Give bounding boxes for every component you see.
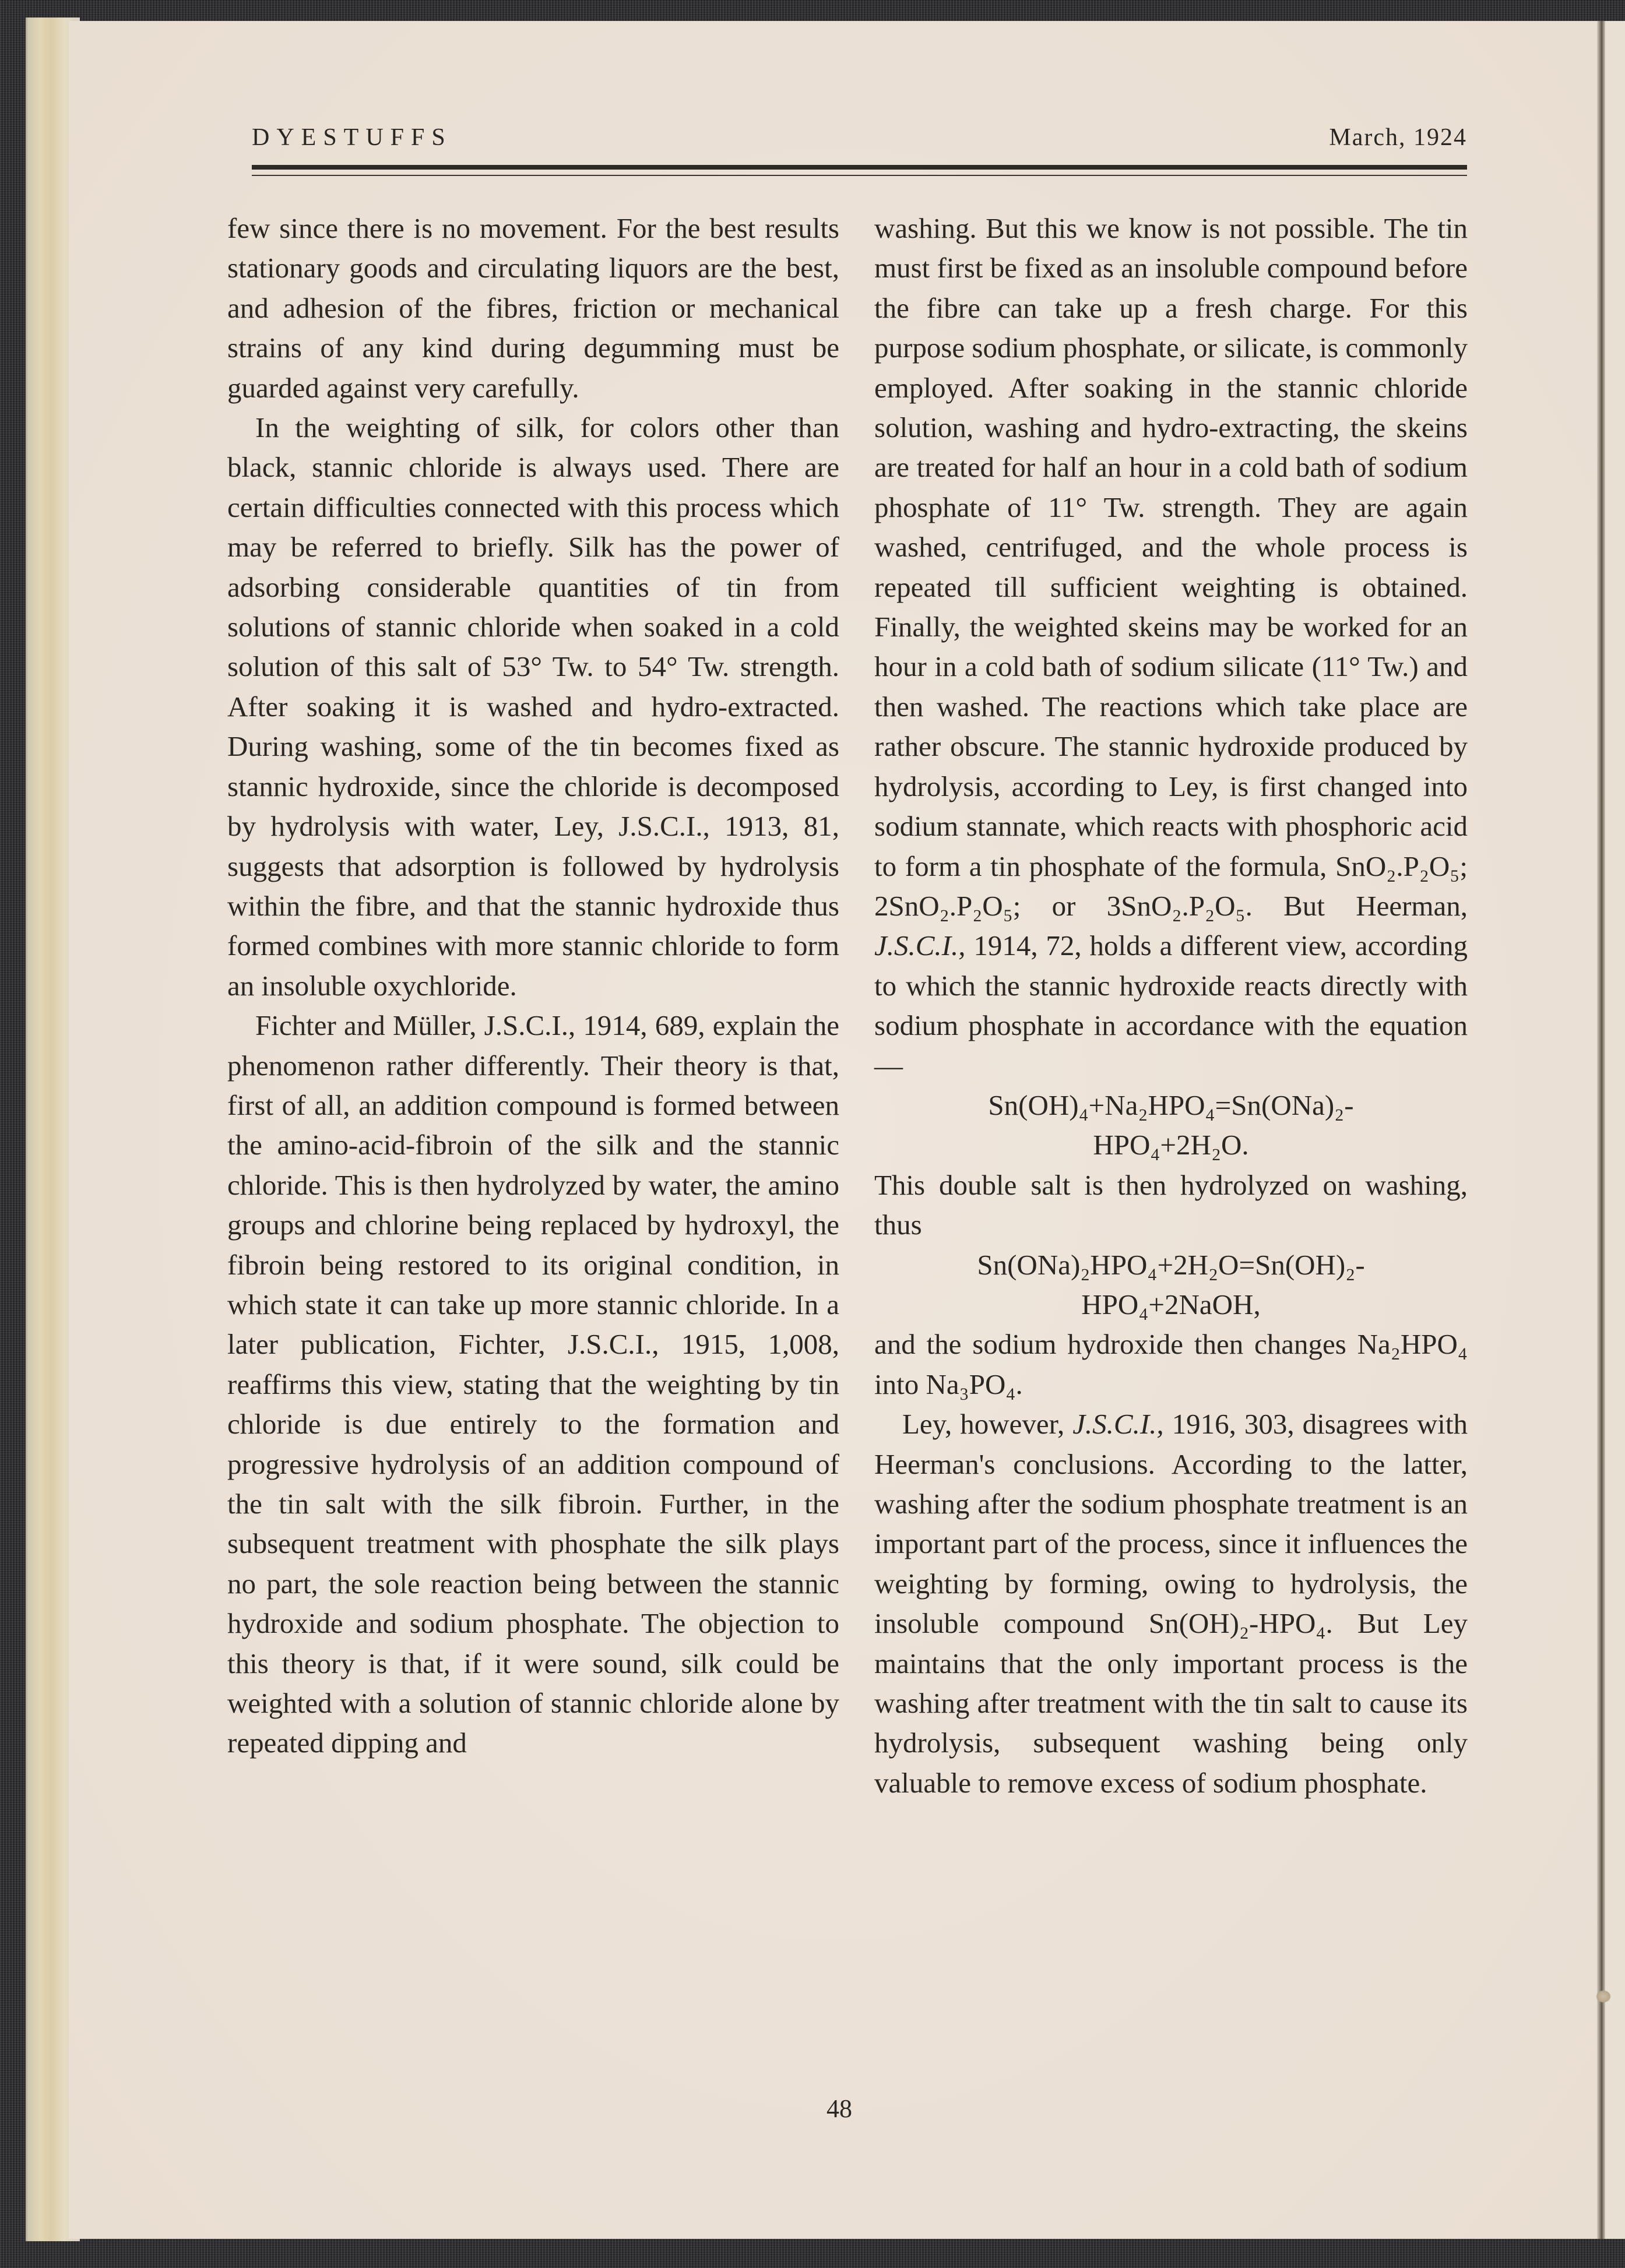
paragraph: few since there is no movement. For the best results stationary goods and circulating liquors are the best, and adhesion of the fibres, friction or mechanical strains of any kind during degumming must be guarded against very carefully. xyxy=(227,212,839,404)
text-run: washing. But this we know is not possible. The tin must first be fixed as an insoluble compound before the fibre can take up a fresh charge. For this purpose sodium phosphate, or silicate, is commonly employed. After soaking in the stannic chloride solution, washing and hydro-extracting, the skeins are treated for half an hour in a cold bath of sodium phosphate of 11° Tw. strength. They are again washed, centrifuged, and the whole process is repeated till sufficient weighting is obtained. Finally, the weighted skeins may be worked for an hour in a cold bath of sodium silicate (11° Tw.) and then washed. The reactions which take place are rather obscure. The stannic hydroxide produced by hydrolysis, according to Ley, is first changed into sodium stannate, which reacts with phosphoric acid to form a tin phosphate of the formula, xyxy=(874,212,1468,882)
paragraph: Fichter and Müller, J.S.C.I., 1914, 689, explain the phenomenon rather differently. Their theory is that, first of all, an addition compound is formed between the amino-acid-fibroin of the silk and the stannic chloride. This is then hydrolyzed by water, the amino groups and chlorine being replaced by hydroxyl, the fibroin being restored to its original condition, in which state it can take up more stannic chloride. In a later publication, Fichter, J.S.C.I., 1915, 1,008, reaffirms this view, stating that the weighting by tin chloride is due entirely to the formation and progressive hydrolysis of an addition compound of the tin salt with the silk fibroin. Further, in the subsequent treatment with phosphate the silk plays no part, the sole reaction being between the stannic hydroxide and sodium phosphate. The objection to this theory is that, if it were sound, silk could be weighted with a solution of stannic chloride alone by repeated dipping and xyxy=(227,1009,839,1759)
text-run: . But Ley maintains that the only important process is the washing after treatment with the tin salt to cause its hydrolysis, subsequent washing being only valuable to remove excess of sodium phosphate. xyxy=(874,1607,1468,1799)
chemical-formula: Na₂HPO₄ xyxy=(1357,1328,1468,1361)
journal-title: DYESTUFFS xyxy=(252,124,452,151)
text-run: 1916, 303, disagrees with Heerman's conclusions. According to the latter, washing after the sodium phosphate treatment is an important part of the process, since it influences the weighting by forming, owing to hydrolysis, the insoluble compound xyxy=(874,1408,1468,1640)
text-run: . xyxy=(1015,1368,1023,1400)
text-run: Ley, however, xyxy=(902,1408,1073,1441)
paragraph xyxy=(874,1404,1468,1803)
text-run: ; or xyxy=(1012,889,1107,922)
citation: J.S.C.I., xyxy=(874,929,966,962)
text-run: into xyxy=(874,1368,926,1400)
chemical-formula: 3SnO₂.P₂O₅ xyxy=(1106,889,1246,922)
paragraph: In the weighting of silk, for colors other than black, stannic chloride is always used. There are certain difficulties connected with this process which may be referred to briefly. Silk has the power of adsorbing considerable quantities of tin from solutions of stannic chloride when soaked in a cold solution of this salt of 53° Tw. to 54° Tw. strength. After soaking it is washed and hydro-extracted. During washing, some of the tin becomes fixed as stannic hydroxide, since the chloride is decomposed by hydrolysis with water, Ley, J.S.C.I., 1913, 81, suggests that adsorption is followed by hydrolysis within the fibre, and that the stannic hydroxide thus formed combines with more stannic chloride to form an insoluble oxychloride. xyxy=(227,411,839,1002)
equation-line: HPO₄+2NaOH, xyxy=(1081,1288,1261,1320)
text-run: ; xyxy=(1459,850,1468,882)
text-run: and the sodium hydroxide then changes xyxy=(874,1328,1357,1361)
page-number: 48 xyxy=(826,2094,852,2123)
running-head xyxy=(252,124,1467,159)
paragraph: This double salt is then hydrolyzed on washing, thus xyxy=(874,1168,1468,1241)
chemical-formula: 2SnO₂.P₂O₅ xyxy=(874,889,1013,922)
equation-line: HPO₄+2H₂O. xyxy=(1093,1129,1249,1161)
equation-line: Sn(OH)₄+Na₂HPO₄=Sn(ONa)₂- xyxy=(988,1089,1354,1121)
text-run: 1914, 72, holds a different view, according to which the stannic hydroxide reacts directly with sodium phosphate in accordance with the equation— xyxy=(874,929,1468,1082)
issue-date: March, 1924 xyxy=(1329,124,1467,151)
left-column xyxy=(227,209,839,1763)
chemical-formula: Na₃PO₄ xyxy=(926,1368,1016,1400)
text-run: . But Heerman, xyxy=(1245,889,1468,922)
equation-line: Sn(ONa)₂HPO₄+2H₂O=Sn(OH)₂- xyxy=(977,1248,1365,1281)
header-rule-thick xyxy=(252,165,1467,170)
chemical-formula: SnO₂.P₂O₅ xyxy=(1335,850,1460,882)
binding-gutter xyxy=(1597,21,1605,2239)
paragraph xyxy=(874,209,1468,1086)
header-rule-thin xyxy=(252,175,1467,176)
citation: J.S.C.I., xyxy=(1072,1408,1164,1441)
paragraph xyxy=(874,1325,1468,1404)
chemical-formula: Sn(OH)₂-HPO₄ xyxy=(1148,1607,1326,1640)
paper-tear-mark xyxy=(1596,1990,1611,2003)
facing-page-edge xyxy=(1605,21,1625,2239)
right-column xyxy=(874,209,1468,1803)
